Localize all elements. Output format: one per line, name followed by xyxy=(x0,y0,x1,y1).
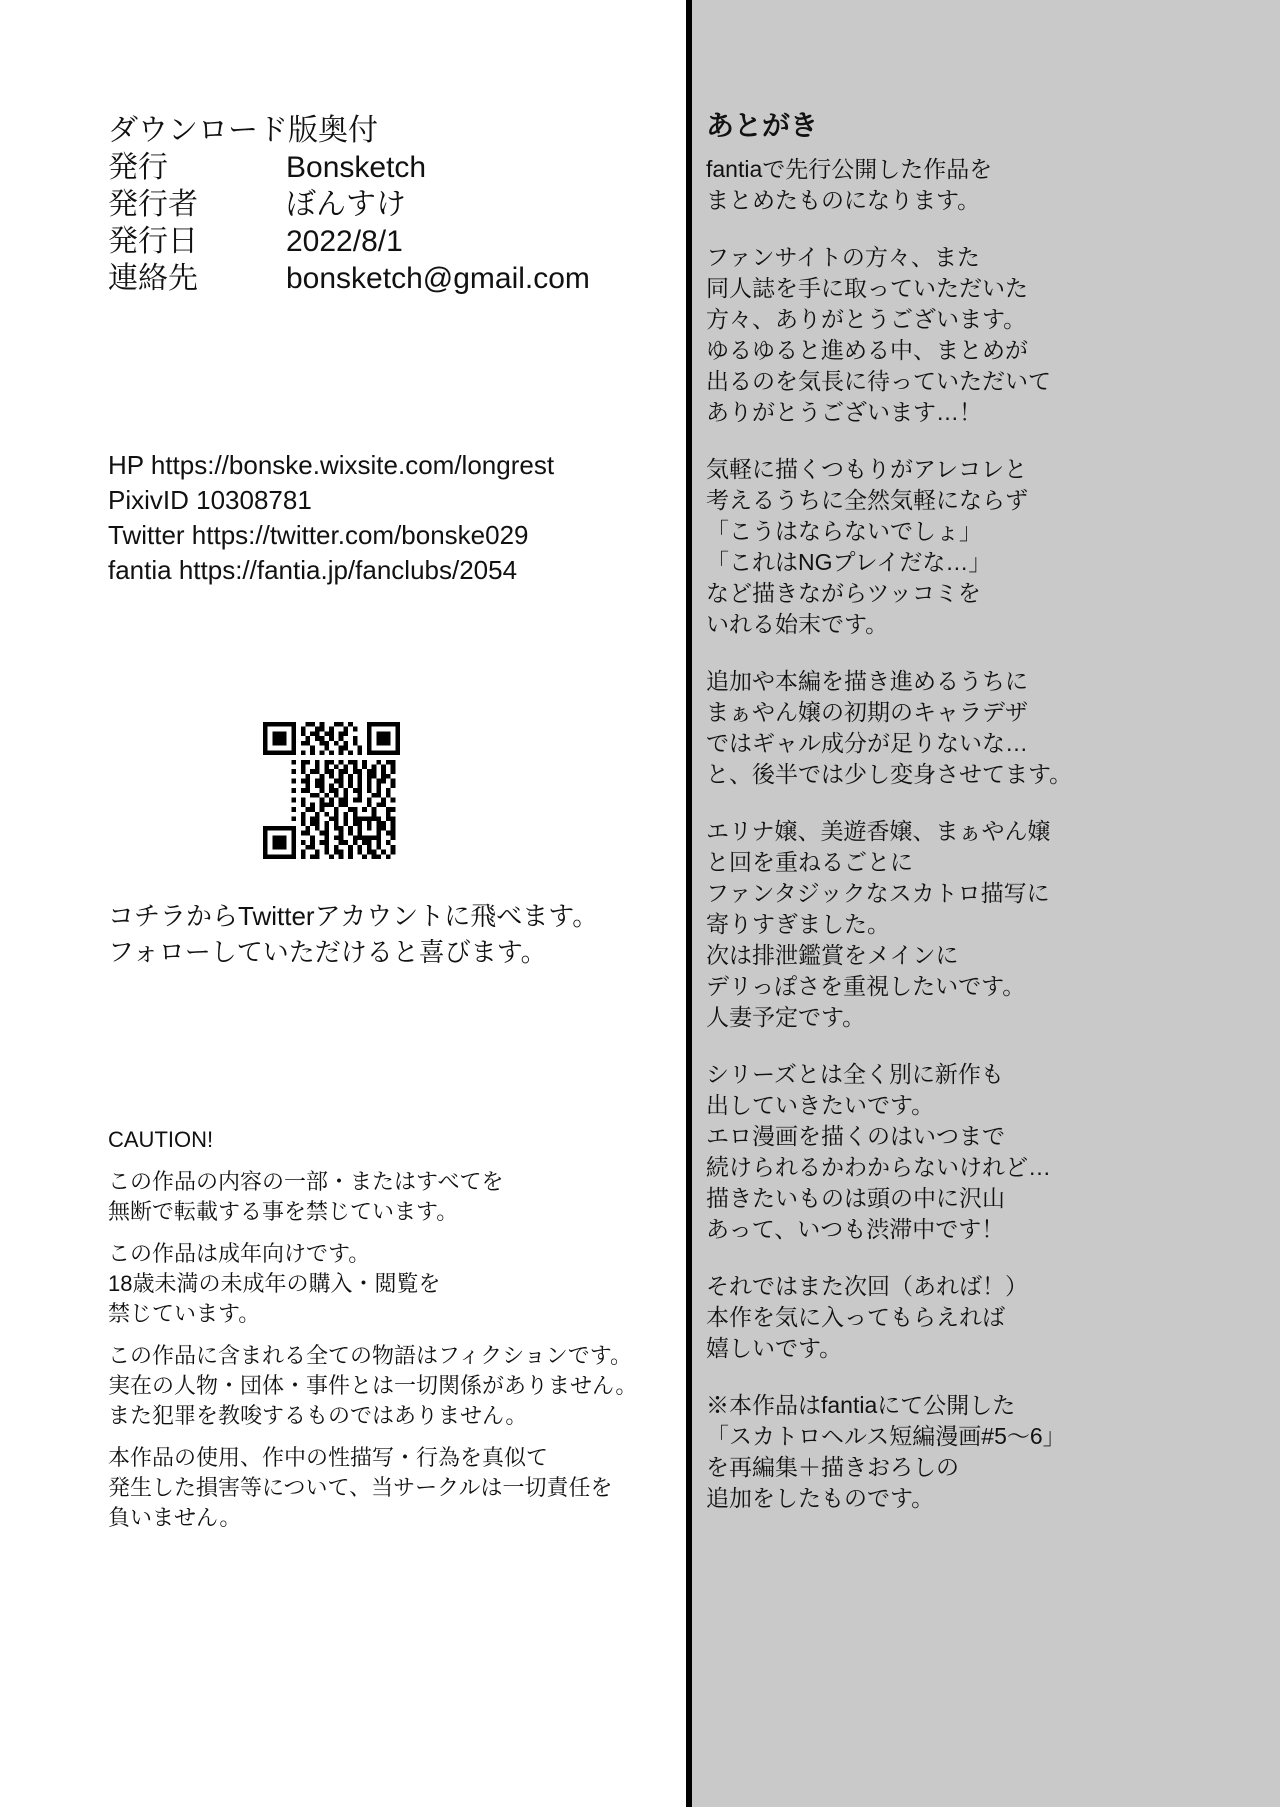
colophon-label: 発行者 xyxy=(108,188,198,221)
colophon-title: ダウンロード版奥付 xyxy=(108,114,378,147)
qr-caption-line: コチラからTwitterアカウントに飛べます。 xyxy=(108,901,599,931)
afterword-paragraph: ※本作品はfantiaにて公開した 「スカトロヘルス短編漫画#5〜6」 を再編集＋描きおろしの 追加をしたものです。 xyxy=(706,1392,1066,1511)
caution-block xyxy=(108,1125,688,1533)
qr-caption-line: フォローしていただけると喜びます。 xyxy=(108,937,547,967)
afterword-block xyxy=(706,108,1266,1514)
colophon-row xyxy=(108,260,668,297)
link-twitter[interactable]: Twitter https://twitter.com/bonske029 xyxy=(108,520,529,550)
colophon-contact-email: bonsketch@gmail.com xyxy=(286,262,590,295)
colophon-label: 連絡先 xyxy=(108,262,198,295)
qr-code-icon[interactable] xyxy=(263,722,400,859)
caution-paragraph: この作品の内容の一部・またはすべてを 無断で転載する事を禁じています。 xyxy=(108,1169,504,1224)
link-fantia[interactable]: fantia https://fantia.jp/fanclubs/2054 xyxy=(108,555,518,585)
colophon-value: ぼんすけ xyxy=(286,188,406,221)
colophon-row xyxy=(108,186,668,223)
colophon-block xyxy=(108,112,668,297)
caution-paragraph: この作品に含まれる全ての物語はフィクションです。 実在の人物・団体・事件とは一切関係がありません。 また犯罪を教唆するものではありません。 xyxy=(108,1343,638,1428)
qr-code-svg xyxy=(263,722,400,859)
links-block xyxy=(108,448,668,588)
colophon-label: 発行 xyxy=(108,151,168,184)
qr-caption xyxy=(108,898,668,970)
caution-heading: CAUTION! xyxy=(108,1127,214,1152)
afterword-paragraph: シリーズとは全く別に新作も 出していきたいです。 エロ漫画を描くのはいつまで 続けられるかわからないけれど… 描きたいものは頭の中に沢山 あって、いつも渋滞中です！ xyxy=(706,1061,1051,1242)
link-homepage[interactable]: HP https://bonske.wixsite.com/longrest xyxy=(108,450,555,480)
afterword-paragraph: 気軽に描くつもりがアレコレと 考えるうちに全然気軽にならず 「こうはならないでしょ」 「これはNGプレイだな…」 など描きながらツッコミを いれる始末です。 xyxy=(706,456,1028,637)
colophon-value: 2022/8/1 xyxy=(286,225,403,258)
caution-paragraph: この作品は成年向けです。 18歳未満の未成年の購入・閲覧を 禁じています。 xyxy=(108,1241,441,1326)
caution-paragraph: 本作品の使用、作中の性描写・行為を真似て 発生した損害等について、当サークルは一切責任を 負いません。 xyxy=(108,1445,613,1530)
right-column xyxy=(692,0,1280,1807)
afterword-paragraph: fantiaで先行公開した作品を まとめたものになります。 xyxy=(706,156,993,213)
link-pixiv-id[interactable]: PixivID 10308781 xyxy=(108,485,312,515)
afterword-paragraph: それではまた次回（あれば！） 本作を気に入ってもらえれば 嬉しいです。 xyxy=(706,1273,1028,1361)
afterword-paragraph: エリナ嬢、美遊香嬢、まぁやん嬢 と回を重ねるごとに ファンタジックなスカトロ描写に 寄りすぎました。 次は排泄鑑賞をメインに デリっぽさを重視したいです。 人妻予定です。 xyxy=(706,818,1051,1030)
colophon-row xyxy=(108,149,668,186)
afterword-paragraph: 追加や本編を描き進めるうちに まぁやん嬢の初期のキャラデザ ではギャル成分が足りないな… と、後半では少し変身させてます。 xyxy=(706,668,1073,787)
colophon-label: 発行日 xyxy=(108,225,198,258)
colophon-value: Bonsketch xyxy=(286,151,427,184)
afterword-title: あとがき xyxy=(706,110,819,141)
afterword-paragraph: ファンサイトの方々、また 同人誌を手に取っていただいた 方々、ありがとうございます。 ゆるゆると進める中、まとめが 出るのを気長に待っていただいて ありがとうございます…！ xyxy=(706,244,1051,425)
colophon-row xyxy=(108,223,668,260)
